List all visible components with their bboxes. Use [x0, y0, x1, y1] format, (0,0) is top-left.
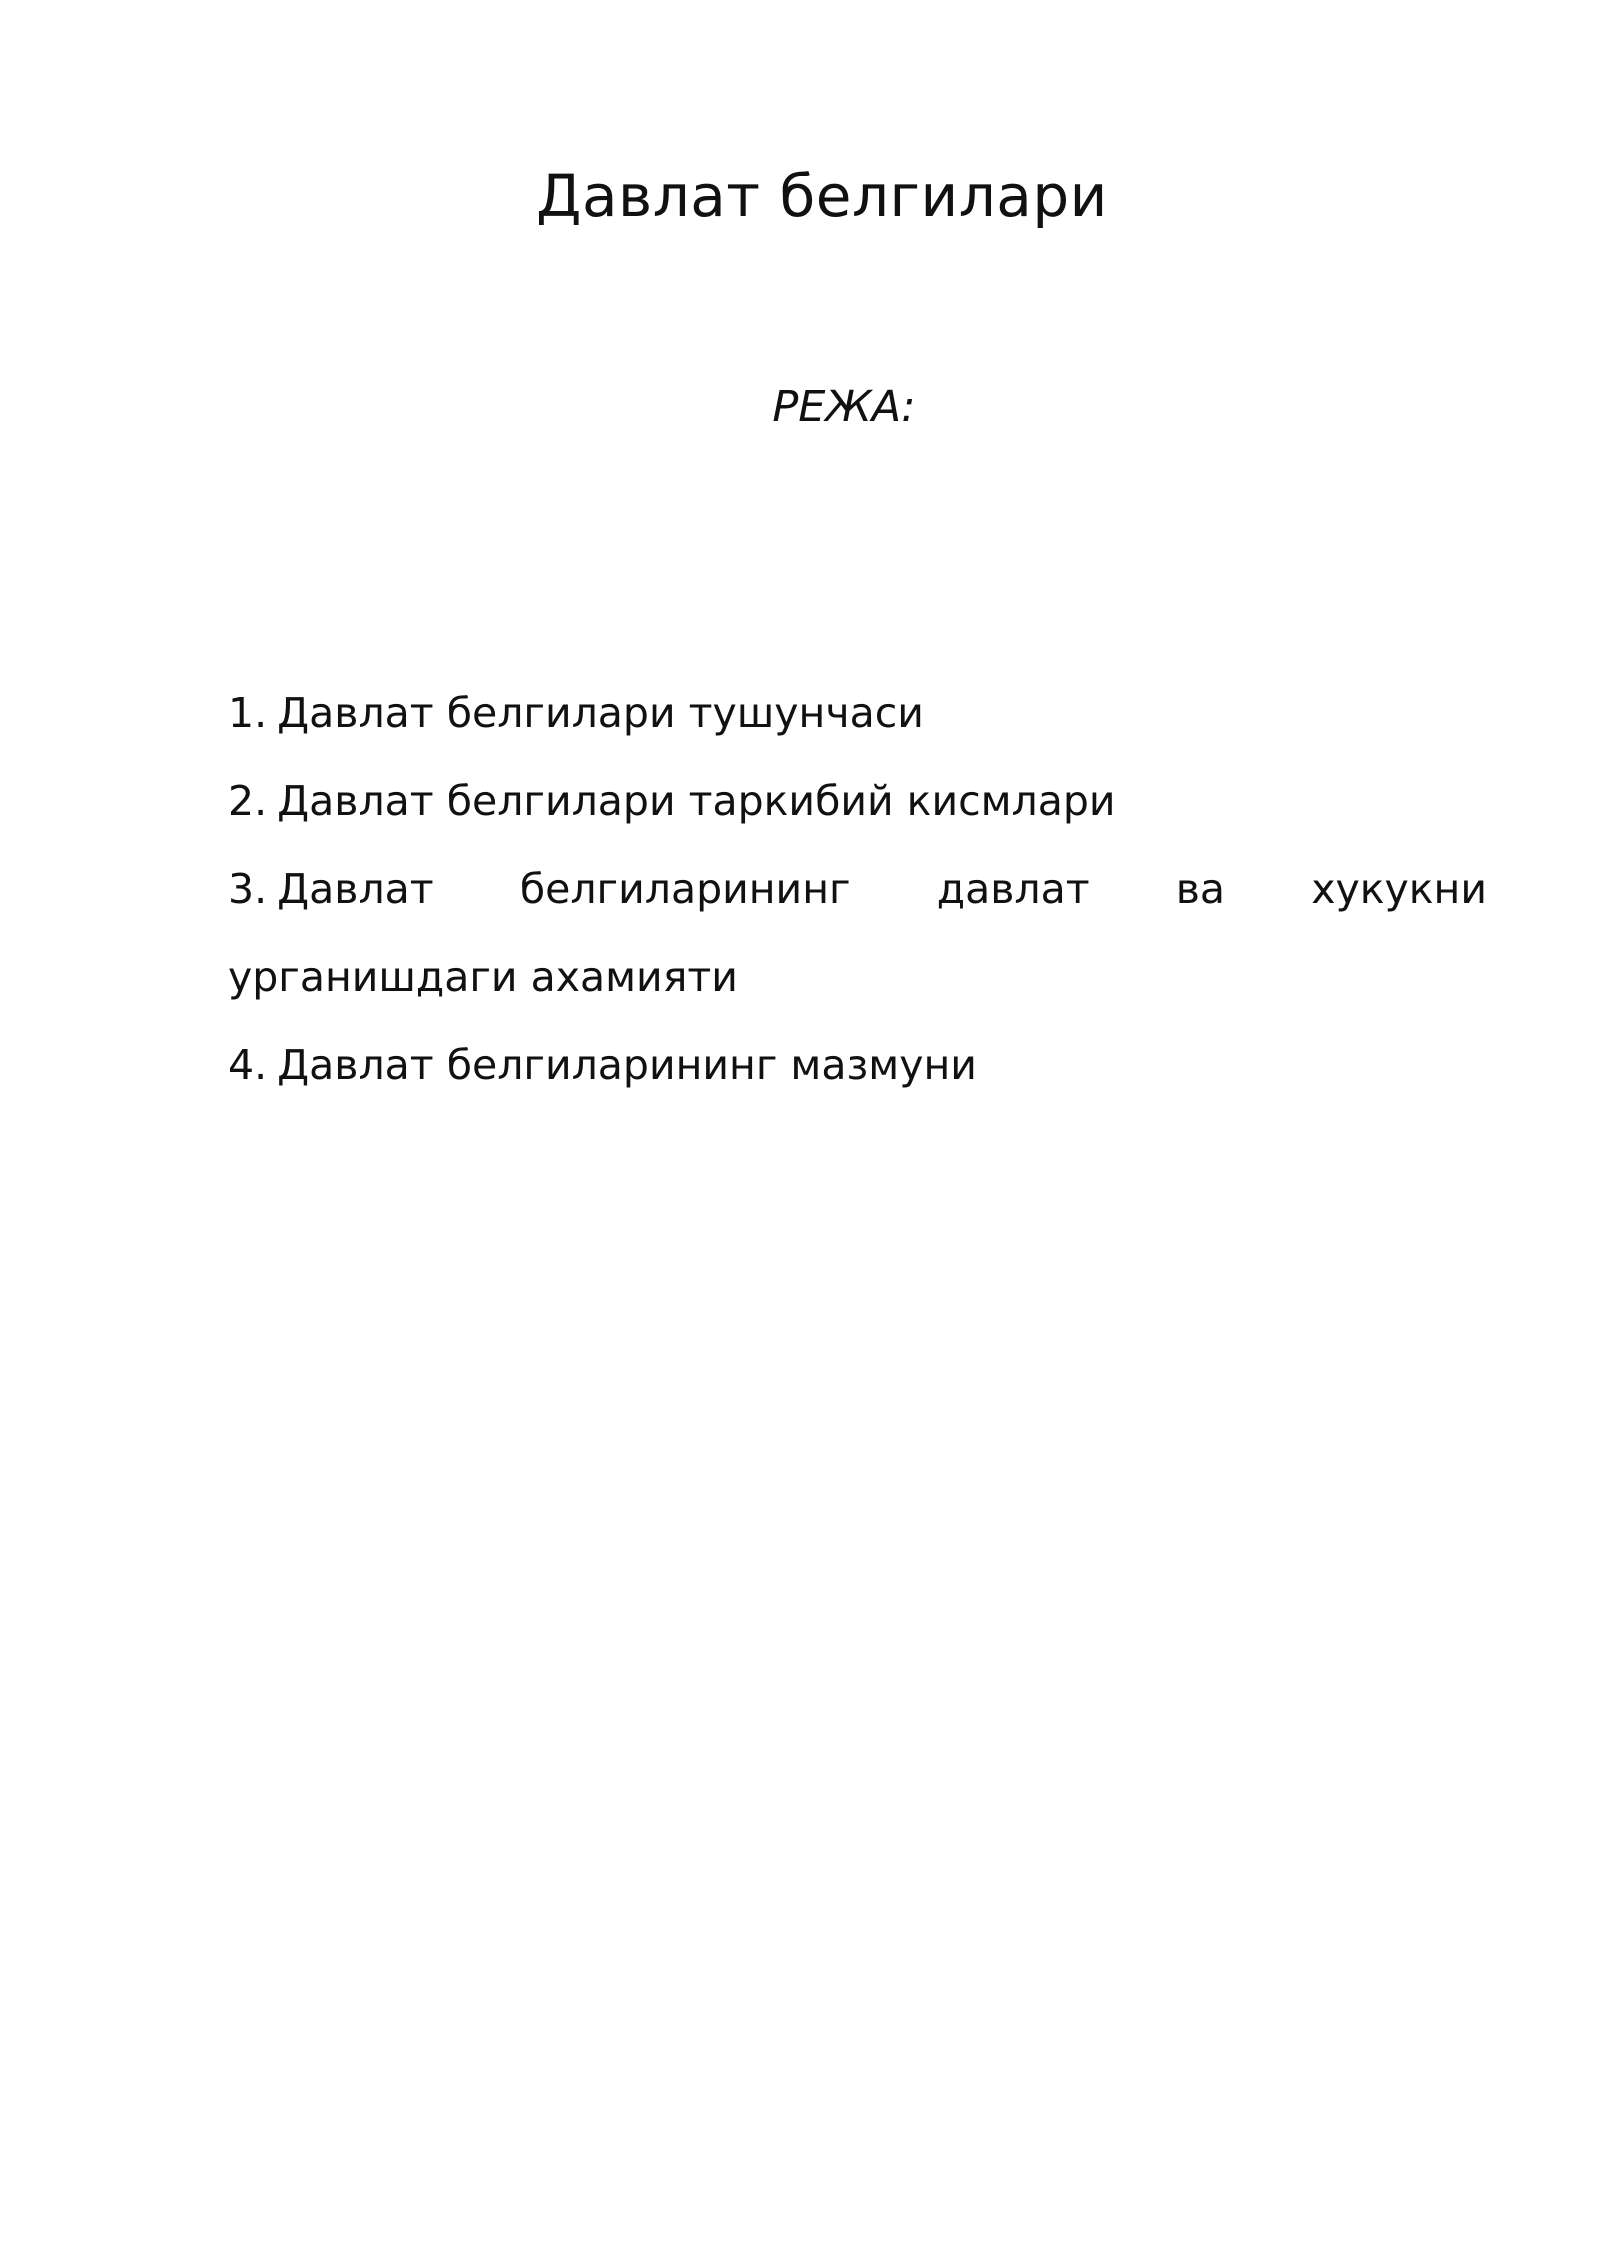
- plan-item-number: 2.: [228, 777, 268, 825]
- plan-list: [228, 669, 1487, 1109]
- plan-item-text: Давлат белгиларининг мазмуни: [277, 1041, 977, 1089]
- plan-item-text: Давлат белгилари таркибий кисмлари: [277, 777, 1116, 825]
- plan-heading: РЕЖА:: [772, 382, 916, 432]
- plan-item-text: Давлат белгиларининг давлат ва хукукни урганишдаги ахамияти: [228, 865, 1487, 1001]
- plan-item-1: [228, 669, 1487, 757]
- plan-item-text: Давлат белгилари тушунчаси: [277, 689, 924, 737]
- document-title: Давлат белгилари: [536, 162, 1108, 230]
- plan-item-number: 4.: [228, 1041, 268, 1089]
- plan-item-4: [228, 1021, 1487, 1109]
- plan-item-2: [228, 757, 1487, 845]
- plan-item-3: [228, 845, 1487, 1021]
- plan-item-number: 3.: [228, 865, 268, 913]
- plan-item-number: 1.: [228, 689, 268, 737]
